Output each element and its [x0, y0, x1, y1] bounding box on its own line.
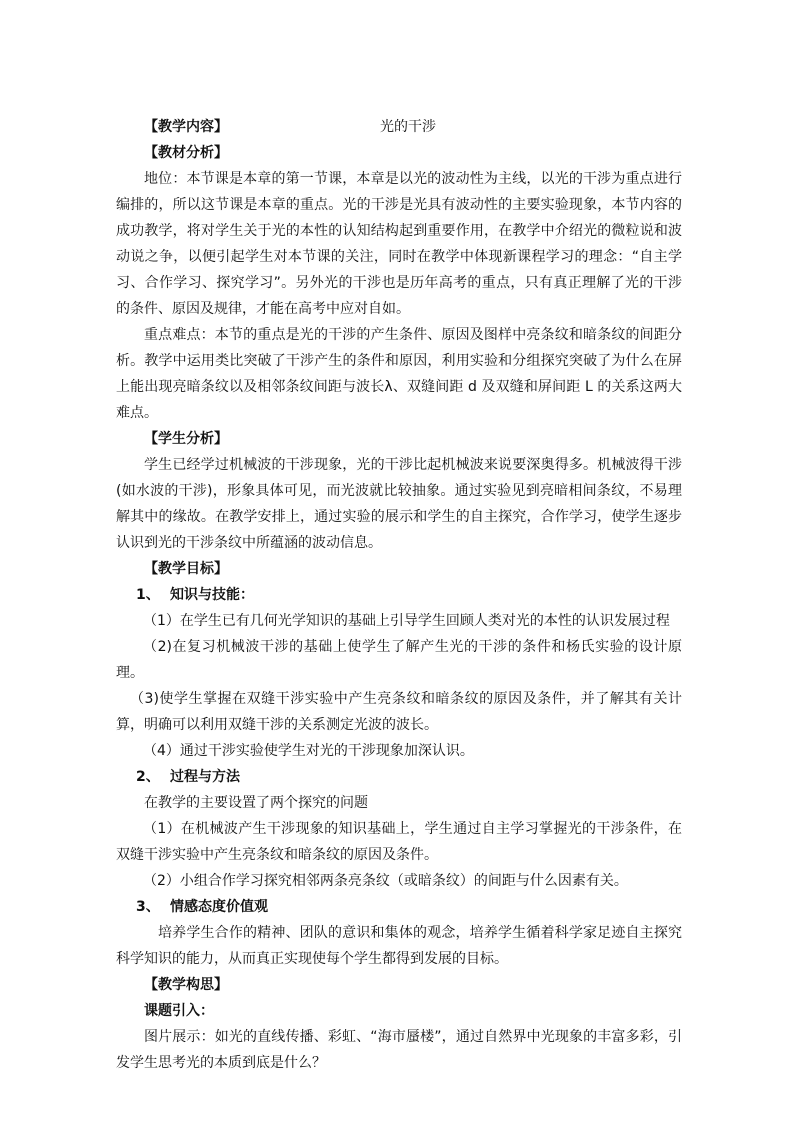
- document-body: [116, 114, 682, 1076]
- goal1-item-3: （3)使学生掌握在双缝干涉实验中产生亮条纹和暗条纹的原因及条件，并了解其有关计算，明确可以利用双缝干涉的关系测定光波的波长。: [116, 691, 682, 733]
- goal3-number: 3、: [136, 899, 160, 915]
- goal2-item-2: （2）小组合作学习探究相邻两条亮条纹（或暗条纹）的间距与什么因素有关。: [143, 873, 628, 889]
- teaching-idea-heading: 【教学构思】: [144, 977, 228, 993]
- keypoints-paragraph: 重点难点：本节的重点是光的干涉的产生条件、原因及图样中亮条纹和暗条纹的间距分析。教学中运用类比突破了干涉产生的条件和原因，利用实验和分组探究突破了为什么在屏上能出现亮暗条纹以及相邻条纹间距与波长λ、双缝间距 d 及双缝和屏间距 L 的关系这两大难点。: [116, 327, 682, 421]
- goal2-item-1: （1）在机械波产生干涉现象的知识基础上，学生通过自主学习掌握光的干涉条件，在双缝干涉实验中产生亮条纹和暗条纹的原因及条件。: [116, 821, 682, 863]
- goal3-paragraph: 培养学生合作的精神、团队的意识和集体的观念，培养学生循着科学家足迹自主探究科学知识的能力，从而真正实现使每个学生都得到发展的目标。: [116, 925, 682, 967]
- goal3-heading: [116, 894, 682, 920]
- student-analysis-heading: 【学生分析】: [144, 431, 228, 447]
- teaching-goals-heading: 【教学目标】: [144, 561, 228, 577]
- textbook-analysis-heading: 【教材分析】: [144, 145, 228, 161]
- goal1-title: 知识与技能：: [170, 587, 254, 603]
- goal1-item-1: （1）在学生已有几何光学知识的基础上引导学生回顾人类对光的本性的认识发展过程: [143, 613, 670, 629]
- intro-heading: 课题引入：: [144, 1003, 214, 1019]
- goal1-item-4: （4）通过干涉实验使学生对光的干涉现象加深认识。: [143, 743, 474, 759]
- goal1-item-2: （2)在复习机械波干涉的基础上使学生了解产生光的干涉的条件和杨氏实验的设计原理。: [116, 639, 682, 681]
- position-paragraph: 地位：本节课是本章的第一节课，本章是以光的波动性为主线，以光的干涉为重点进行编排的，所以这节课是本章的重点。光的干涉是光具有波动性的主要实验现象，本节内容的成功教学，将对学生关于光的本性的认知结构起到重要作用，在教学中介绍光的微粒说和波动说之争，以便引起学生对本节课的关注，同时在教学中体现新课程学习的理念：“自主学习、合作学习、探究学习”。另外光的干涉也是历年高考的重点，只有真正理解了光的干涉的条件、原因及规律，才能在高考中应对自如。: [116, 171, 682, 317]
- teaching-content-row: [116, 114, 682, 140]
- intro-paragraph: 图片展示：如光的直线传播、彩虹、“海市蜃楼”，通过自然界中光现象的丰富多彩，引发学生思考光的本质到底是什么？: [116, 1029, 682, 1071]
- goal1-number: 1、: [136, 587, 160, 603]
- goal3-title: 情感态度价值观: [170, 899, 268, 915]
- goal2-intro: 在教学的主要设置了两个探究的问题: [144, 795, 368, 811]
- teaching-content-label: 【教学内容】: [144, 119, 228, 135]
- student-paragraph: 学生已经学过机械波的干涉现象，光的干涉比起机械波来说要深奥得多。机械波得干涉(如水波的干涉)，形象具体可见，而光波就比较抽象。通过实验见到亮暗相间条纹，不易理解其中的缘故。在教学安排上，通过实验的展示和学生的自主探究，合作学习，使学生逐步认识到光的干涉条纹中所蕴涵的波动信息。: [116, 457, 682, 551]
- goal1-heading: [116, 582, 682, 608]
- goal2-heading: [116, 764, 682, 790]
- goal2-title: 过程与方法: [170, 769, 240, 785]
- goal2-number: 2、: [136, 769, 160, 785]
- lesson-title: 光的干涉: [380, 119, 436, 135]
